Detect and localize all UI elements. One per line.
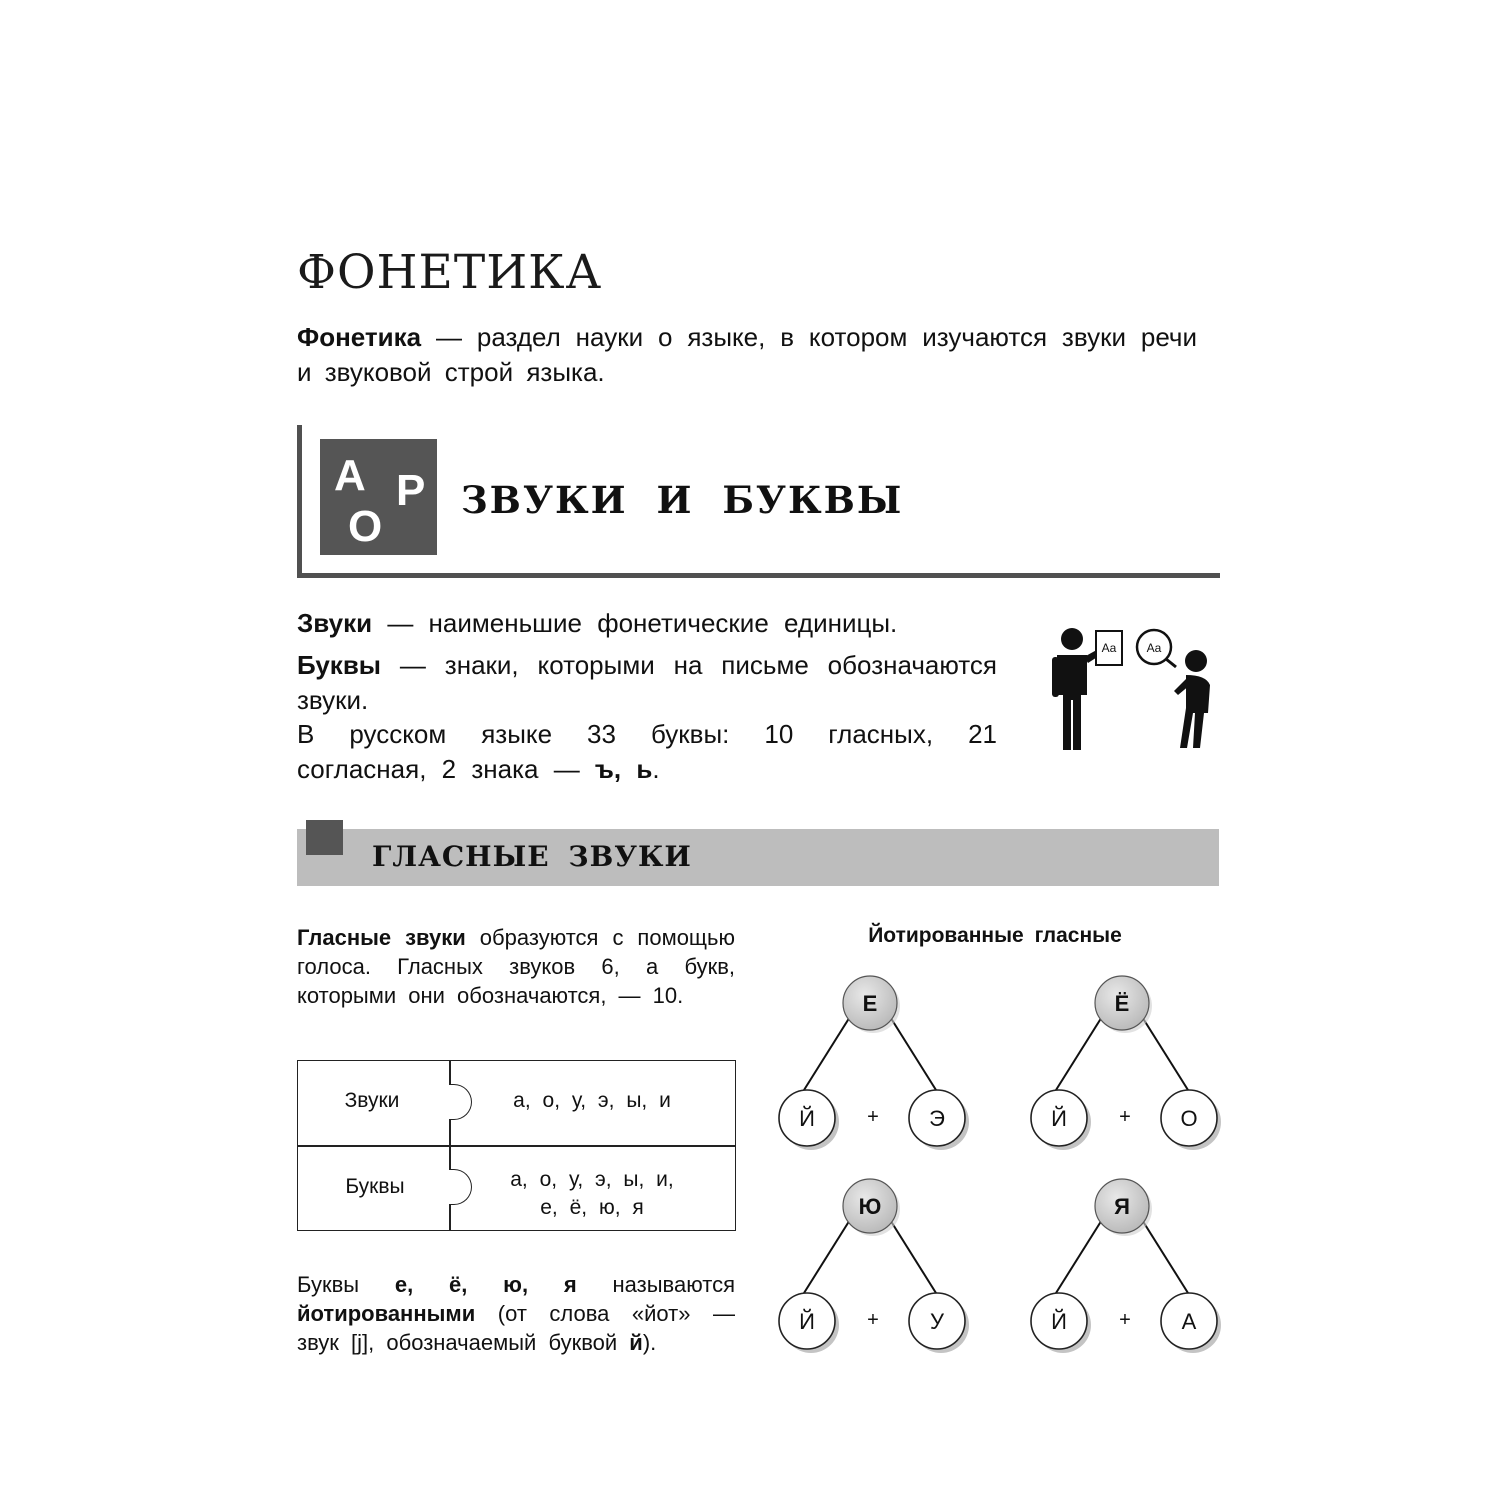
table-row-value: а, о, у, э, ы, и,: [510, 1168, 674, 1191]
count-end: .: [652, 754, 660, 784]
bukvy-term: Буквы: [297, 650, 382, 680]
magnifier-icon: [1137, 630, 1176, 667]
zvuki-text: — наименьшие фонетические единицы.: [372, 608, 898, 638]
vowels-term: Гласные звуки: [297, 925, 466, 950]
icon-letter-o: О: [348, 502, 383, 551]
definition-text: — раздел науки о языке, в котором изучаются звуки речи и звуковой строй языка.: [297, 322, 1197, 387]
vowels-intro: [297, 923, 735, 1010]
table-row-value: е, ё, ю, я: [540, 1196, 644, 1219]
iotated-tree: [1031, 1179, 1221, 1353]
iot-text-1: Буквы: [297, 1272, 395, 1297]
plus-sign: +: [1119, 1106, 1131, 1128]
zvuki-term: Звуки: [297, 608, 373, 638]
top-node-letter: Ё: [1114, 991, 1130, 1016]
section-frame-bottom: [297, 573, 1220, 578]
iotated-diagram: [760, 960, 1240, 1360]
letters-count-paragraph: [297, 717, 997, 787]
vowels-title: ГЛАСНЫЕ ЗВУКИ: [372, 840, 692, 873]
left-node-letter: Й: [1051, 1309, 1067, 1334]
bukvy-definition: [297, 648, 997, 718]
left-node-letter: Й: [799, 1309, 815, 1334]
iotated-tree: [779, 1179, 969, 1353]
right-node-letter: О: [1180, 1106, 1198, 1131]
left-node-letter: Й: [799, 1106, 815, 1131]
left-node-letter: Й: [1051, 1106, 1067, 1131]
section-title: ЗВУКИ И БУКВЫ: [461, 478, 904, 522]
iot-text-3: (от слова «йот» — звук [j], обозначаемый буквой: [297, 1301, 735, 1355]
letters-icon: [320, 439, 437, 555]
section-frame-left: [297, 425, 302, 578]
table-row-value: а, о, у, э, ы, и: [513, 1089, 671, 1112]
plus-sign: +: [1119, 1309, 1131, 1331]
right-node-letter: А: [1181, 1309, 1197, 1334]
card-icon: [1096, 631, 1122, 665]
right-node-letter: У: [930, 1309, 944, 1334]
iotated-paragraph: [297, 1270, 735, 1357]
iot-letters: е, ё, ю, я: [394, 1272, 577, 1297]
vowels-intro-text: образуются с помощью голоса. Гласных звуков 6, а букв, которыми они обозначаются, — 10.: [297, 925, 735, 1008]
count-text: В русском языке 33 буквы: 10 гласных, 21 согласная, 2 знака —: [297, 719, 997, 784]
iot-text-2: называются: [576, 1272, 735, 1297]
zvuki-definition: [297, 606, 997, 641]
top-node-letter: Ю: [858, 1194, 882, 1219]
page-title: ФОНЕТИКА: [297, 245, 603, 300]
plus-sign: +: [867, 1106, 879, 1128]
iot-term: йотированными: [297, 1301, 476, 1326]
icon-letter-a: А: [334, 451, 366, 500]
card-text: Aa: [1101, 641, 1117, 655]
definition-term: Фонетика: [297, 322, 422, 352]
iot-text-4: ).: [642, 1330, 657, 1355]
plus-sign: +: [867, 1309, 879, 1331]
right-node-letter: Э: [929, 1106, 945, 1131]
table-row-label: Звуки: [344, 1089, 400, 1112]
student-figure: [1174, 650, 1210, 748]
table-row-label: Буквы: [345, 1175, 405, 1198]
iot-letter: й: [629, 1330, 643, 1355]
icon-letter-r: Р: [396, 466, 426, 515]
iotated-tree: [1031, 976, 1221, 1150]
top-node-letter: Е: [862, 991, 878, 1016]
table-row-divider: [297, 1145, 736, 1147]
iotated-diagram-title: Йотированные гласные: [868, 924, 1122, 947]
band-square-marker: [306, 820, 343, 855]
iotated-tree: [779, 976, 969, 1150]
signs-letters: ъ, ь: [594, 754, 653, 784]
bukvy-text: — знаки, которыми на письме обозначаются звуки.: [297, 650, 997, 715]
top-node-letter: Я: [1114, 1194, 1130, 1219]
teacher-student-illustration: [1030, 615, 1230, 760]
lens-text: Aa: [1146, 641, 1162, 655]
definition-paragraph: [297, 320, 1197, 390]
